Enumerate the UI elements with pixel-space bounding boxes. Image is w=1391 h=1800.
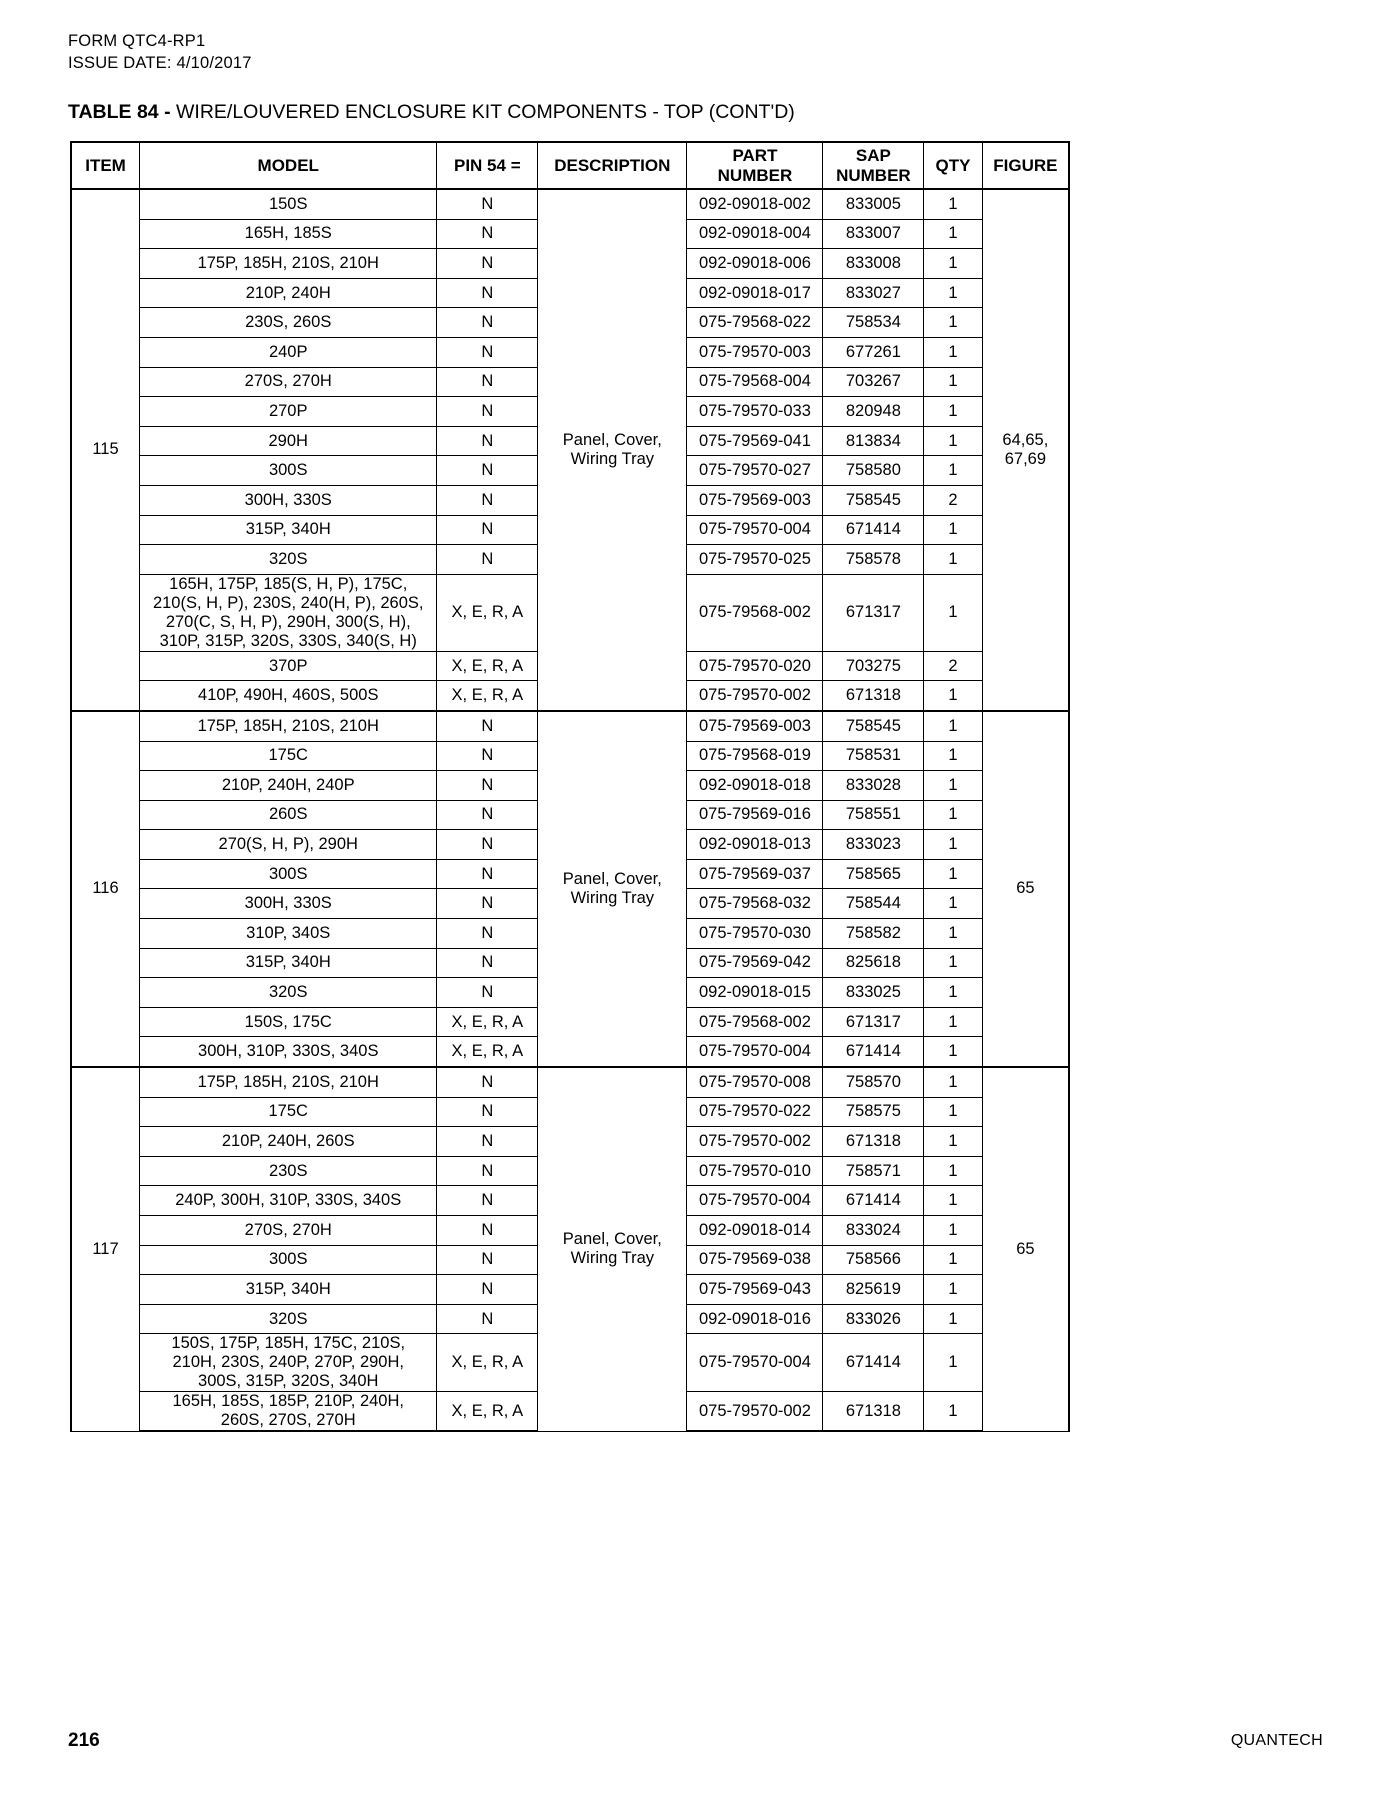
table-body [71,189,1069,1431]
model-cell: 410P, 490H, 460S, 500S [140,681,437,711]
sap-number-cell: 833026 [823,1304,924,1334]
column-header-part-number [687,142,823,189]
sap-number-cell: 758551 [823,800,924,830]
pin-cell: N [437,249,538,279]
sap-number-cell: 813834 [823,426,924,456]
part-number-cell: 092-09018-017 [687,278,823,308]
qty-cell: 1 [924,249,982,279]
model-cell: 175P, 185H, 210S, 210H [140,1067,437,1097]
part-number-cell: 075-79570-004 [687,1037,823,1067]
qty-cell: 1 [924,1275,982,1305]
brand-name: QUANTECH [1230,1732,1323,1749]
document-header [68,30,252,74]
model-cell: 210P, 240H, 240P [140,771,437,801]
part-number-cell: 092-09018-016 [687,1304,823,1334]
qty-cell: 1 [924,189,982,219]
model-cell: 210P, 240H, 260S [140,1127,437,1157]
sap-number-cell: 833007 [823,219,924,249]
pin-cell: N [437,189,538,219]
model-cell: 150S [140,189,437,219]
part-number-cell: 092-09018-013 [687,830,823,860]
model-cell: 270S, 270H [140,367,437,397]
sap-number-cell: 758578 [823,545,924,575]
sap-number-cell: 671317 [823,574,924,651]
pin-cell: N [437,545,538,575]
part-number-cell: 075-79569-037 [687,859,823,889]
description-cell [538,189,687,711]
pin-cell: N [437,308,538,338]
part-number-cell: 075-79570-010 [687,1156,823,1186]
model-cell: 270S, 270H [140,1216,437,1246]
model-line: 260S, 270S, 270H [220,1411,356,1430]
model-line: 165H, 175P, 185(S, H, P), 175C, [169,574,408,593]
column-header-qty: QTY [924,142,982,189]
qty-cell: 1 [924,919,982,949]
table-row [71,189,1069,219]
model-cell: 165H, 185S [140,219,437,249]
description-line-1: Panel, Cover, [562,869,662,888]
qty-cell: 1 [924,456,982,486]
part-number-cell: 075-79569-038 [687,1245,823,1275]
figure-cell [982,1067,1069,1431]
sap-number-cell: 671318 [823,681,924,711]
pin-cell: N [437,278,538,308]
part-number-cell: 075-79569-043 [687,1275,823,1305]
sap-number-cell: 833025 [823,978,924,1008]
description-line-1: Panel, Cover, [562,430,662,449]
qty-cell: 1 [924,1334,982,1392]
sap-number-cell: 703267 [823,367,924,397]
sap-number-cell: 820948 [823,397,924,427]
model-cell: 315P, 340H [140,948,437,978]
pin-cell: N [437,1245,538,1275]
sap-number-cell: 825618 [823,948,924,978]
model-line: 270(C, S, H, P), 290H, 300(S, H), [165,612,411,631]
table-title [68,100,795,124]
model-cell: 270P [140,397,437,427]
sap-number-cell: 833005 [823,189,924,219]
model-cell: 270(S, H, P), 290H [140,830,437,860]
description-line-2: Wiring Tray [570,1249,655,1268]
pin-cell: X, E, R, A [437,1334,538,1392]
pin-cell: N [437,1186,538,1216]
column-header-item: ITEM [71,142,140,189]
sap-number-cell: 758566 [823,1245,924,1275]
item-number-cell: 116 [71,711,140,1067]
pin-cell: N [437,1304,538,1334]
qty-cell: 1 [924,711,982,741]
part-number-cell: 092-09018-004 [687,219,823,249]
qty-cell: 1 [924,1245,982,1275]
model-cell: 300S [140,456,437,486]
qty-cell: 1 [924,681,982,711]
pin-cell: N [437,978,538,1008]
part-number-cell: 092-09018-018 [687,771,823,801]
sap-number-cell: 758570 [823,1067,924,1097]
sap-number-cell: 671414 [823,515,924,545]
pin-cell: N [437,1216,538,1246]
pin-cell: N [437,426,538,456]
model-cell: 240P, 300H, 310P, 330S, 340S [140,1186,437,1216]
part-number-cell: 075-79570-002 [687,681,823,711]
pin-cell: X, E, R, A [437,651,538,681]
model-cell: 150S, 175C [140,1007,437,1037]
sap-number-cell: 833027 [823,278,924,308]
part-number-cell: 075-79569-003 [687,485,823,515]
qty-cell: 1 [924,859,982,889]
pin-cell: N [437,948,538,978]
model-cell: 310P, 340S [140,919,437,949]
sap-number-cell: 671317 [823,1007,924,1037]
sap-number-cell: 833008 [823,249,924,279]
pin-cell: N [437,1156,538,1186]
item-number-cell: 115 [71,189,140,711]
pin-cell: N [437,515,538,545]
sap-number-cell: 758565 [823,859,924,889]
description-cell [538,711,687,1067]
pin-cell: X, E, R, A [437,574,538,651]
description-cell [538,1067,687,1431]
model-cell: 175C [140,1097,437,1127]
qty-cell: 1 [924,1007,982,1037]
model-cell: 175P, 185H, 210S, 210H [140,711,437,741]
table-row [71,711,1069,741]
part-number-cell: 075-79569-042 [687,948,823,978]
figure-line-1: 64,65, [1002,430,1049,449]
model-cell: 230S [140,1156,437,1186]
part-number-cell: 075-79570-025 [687,545,823,575]
qty-cell: 1 [924,1392,982,1432]
part-number-cell: 075-79570-008 [687,1067,823,1097]
figure-cell [982,189,1069,711]
qty-cell: 1 [924,515,982,545]
qty-cell: 1 [924,574,982,651]
pin-cell: X, E, R, A [437,1037,538,1067]
part-number-cell: 075-79568-002 [687,1007,823,1037]
model-cell [140,574,437,651]
figure-line-2: 67,69 [1004,449,1047,468]
model-cell: 300H, 330S [140,889,437,919]
model-cell: 175P, 185H, 210S, 210H [140,249,437,279]
pin-cell: N [437,1097,538,1127]
part-number-cell: 075-79569-041 [687,426,823,456]
description-line-2: Wiring Tray [570,888,655,907]
pin-cell: X, E, R, A [437,1007,538,1037]
sap-number-cell: 833028 [823,771,924,801]
pin-cell: N [437,485,538,515]
model-cell: 175C [140,741,437,771]
pin-cell: N [437,1127,538,1157]
model-cell: 320S [140,1304,437,1334]
column-header-part-number-line1: PART [732,145,778,165]
part-number-cell: 092-09018-002 [687,189,823,219]
part-number-cell: 075-79570-004 [687,1186,823,1216]
table-head [71,142,1069,189]
figure-line-1: 65 [1016,879,1035,898]
sap-number-cell: 671414 [823,1037,924,1067]
column-header-sap-number-line2: NUMBER [836,165,911,185]
sap-number-cell: 671318 [823,1127,924,1157]
pin-cell: N [437,830,538,860]
sap-number-cell: 758580 [823,456,924,486]
part-number-cell: 075-79568-004 [687,367,823,397]
model-cell: 320S [140,978,437,1008]
part-number-cell: 075-79570-004 [687,515,823,545]
qty-cell: 1 [924,800,982,830]
page-number: 216 [68,1730,100,1751]
sap-number-cell: 833024 [823,1216,924,1246]
pin-cell: N [437,1067,538,1097]
model-line: 165H, 185S, 185P, 210P, 240H, [172,1392,404,1411]
pin-cell: X, E, R, A [437,681,538,711]
model-cell: 370P [140,651,437,681]
figure-line-1: 65 [1016,1239,1035,1258]
qty-cell: 1 [924,830,982,860]
description-line-1: Panel, Cover, [562,1230,662,1249]
sap-number-cell: 677261 [823,337,924,367]
qty-cell: 1 [924,1304,982,1334]
sap-number-cell: 758534 [823,308,924,338]
part-number-cell: 092-09018-006 [687,249,823,279]
part-number-cell: 075-79569-003 [687,711,823,741]
sap-number-cell: 671414 [823,1186,924,1216]
part-number-cell: 075-79568-022 [687,308,823,338]
qty-cell: 1 [924,889,982,919]
qty-cell: 1 [924,771,982,801]
pin-cell: N [437,800,538,830]
column-header-pin: PIN 54 = [437,142,538,189]
qty-cell: 1 [924,1127,982,1157]
part-number-cell: 075-79570-020 [687,651,823,681]
sap-number-cell: 703275 [823,651,924,681]
model-line: 210(S, H, P), 230S, 240(H, P), 260S, [152,593,424,612]
qty-cell: 1 [924,367,982,397]
sap-number-cell: 758544 [823,889,924,919]
sap-number-cell: 758545 [823,711,924,741]
sap-number-cell: 758575 [823,1097,924,1127]
model-line: 210H, 230S, 240P, 270P, 290H, [172,1353,404,1372]
model-cell [140,1334,437,1392]
description-line-2: Wiring Tray [570,449,655,468]
model-cell: 300H, 330S [140,485,437,515]
pin-cell: N [437,456,538,486]
model-cell: 315P, 340H [140,515,437,545]
model-cell: 210P, 240H [140,278,437,308]
qty-cell: 1 [924,1186,982,1216]
sap-number-cell: 758571 [823,1156,924,1186]
qty-cell: 1 [924,545,982,575]
sap-number-cell: 758582 [823,919,924,949]
pin-cell: X, E, R, A [437,1392,538,1432]
model-cell: 300S [140,1245,437,1275]
qty-cell: 1 [924,741,982,771]
part-number-cell: 075-79570-027 [687,456,823,486]
part-number-cell: 075-79568-019 [687,741,823,771]
column-header-part-number-line2: NUMBER [717,165,793,185]
qty-cell: 2 [924,485,982,515]
sap-number-cell: 758545 [823,485,924,515]
model-cell: 230S, 260S [140,308,437,338]
column-header-model: MODEL [140,142,437,189]
qty-cell: 1 [924,397,982,427]
model-line: 300S, 315P, 320S, 340H [198,1372,379,1391]
model-cell: 260S [140,800,437,830]
model-cell [140,1392,437,1432]
qty-cell: 1 [924,219,982,249]
column-header-description: DESCRIPTION [538,142,687,189]
qty-cell: 1 [924,1156,982,1186]
column-header-sap-number [823,142,924,189]
pin-cell: N [437,711,538,741]
sap-number-cell: 671414 [823,1334,924,1392]
part-number-cell: 075-79570-003 [687,337,823,367]
part-number-cell: 075-79568-002 [687,574,823,651]
pin-cell: N [437,367,538,397]
part-number-cell: 092-09018-015 [687,978,823,1008]
pin-cell: N [437,397,538,427]
figure-cell [982,711,1069,1067]
qty-cell: 1 [924,1216,982,1246]
pin-cell: N [437,741,538,771]
table-header-row [71,142,1069,189]
pin-cell: N [437,859,538,889]
part-number-cell: 075-79570-030 [687,919,823,949]
model-line: 150S, 175P, 185H, 175C, 210S, [171,1334,406,1353]
pin-cell: N [437,889,538,919]
item-number-cell: 117 [71,1067,140,1431]
qty-cell: 1 [924,337,982,367]
part-number-cell: 075-79570-033 [687,397,823,427]
qty-cell: 1 [924,308,982,338]
table-row [71,1067,1069,1097]
model-line: 310P, 315P, 320S, 330S, 340(S, H) [159,631,417,650]
qty-cell: 1 [924,426,982,456]
model-cell: 315P, 340H [140,1275,437,1305]
part-number-cell: 075-79570-002 [687,1127,823,1157]
sap-number-cell: 825619 [823,1275,924,1305]
qty-cell: 1 [924,948,982,978]
pin-cell: N [437,337,538,367]
part-number-cell: 075-79570-022 [687,1097,823,1127]
qty-cell: 1 [924,1067,982,1097]
part-number-cell: 092-09018-014 [687,1216,823,1246]
column-header-figure: FIGURE [982,142,1069,189]
part-number-cell: 075-79568-032 [687,889,823,919]
model-cell: 240P [140,337,437,367]
part-number-cell: 075-79569-016 [687,800,823,830]
form-number: FORM QTC4-RP1 [68,32,206,50]
pin-cell: N [437,919,538,949]
model-cell: 300H, 310P, 330S, 340S [140,1037,437,1067]
part-number-cell: 075-79570-004 [687,1334,823,1392]
table-title-text: WIRE/LOUVERED ENCLOSURE KIT COMPONENTS - TOP (CONT'D) [170,101,795,123]
qty-cell: 2 [924,651,982,681]
pin-cell: N [437,1275,538,1305]
parts-table [70,141,1070,1432]
sap-number-cell: 833023 [823,830,924,860]
pin-cell: N [437,771,538,801]
sap-number-cell: 671318 [823,1392,924,1432]
sap-number-cell: 758531 [823,741,924,771]
column-header-sap-number-line1: SAP [855,145,891,165]
qty-cell: 1 [924,1097,982,1127]
qty-cell: 1 [924,1037,982,1067]
qty-cell: 1 [924,978,982,1008]
issue-date: ISSUE DATE: 4/10/2017 [68,54,252,72]
table-title-label: TABLE 84 - [68,101,171,123]
part-number-cell: 075-79570-002 [687,1392,823,1432]
model-cell: 290H [140,426,437,456]
model-cell: 320S [140,545,437,575]
qty-cell: 1 [924,278,982,308]
model-cell: 300S [140,859,437,889]
pin-cell: N [437,219,538,249]
